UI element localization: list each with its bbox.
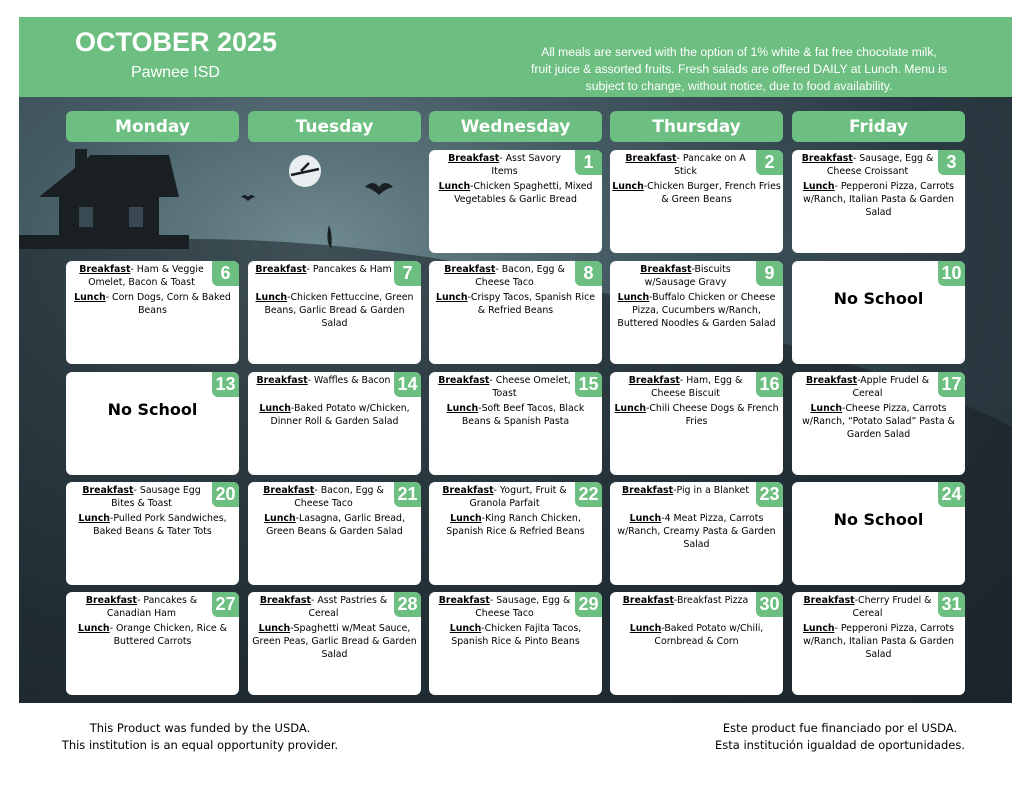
day-cell-28 (248, 592, 421, 695)
lunch-item: Lunch-Pulled Pork Sandwiches, Baked Beans & Tater Tots (78, 513, 227, 537)
day-number: 9 (756, 261, 783, 286)
moon-with-witch (289, 155, 321, 187)
lunch-item: Lunch- Pepperoni Pizza, Carrots w/Ranch, Italian Pasta & Garden Salad (802, 181, 955, 218)
lunch-item: Lunch- Orange Chicken, Rice & Buttered Carrots (78, 623, 227, 647)
day-cell-20 (66, 482, 239, 585)
day-cell-22 (429, 482, 602, 585)
breakfast-item: Breakfast- Pancakes & Ham (255, 264, 392, 275)
day-cell-30 (610, 592, 783, 695)
breakfast-item: Breakfast- Sausage, Egg & Cheese Taco (438, 595, 571, 619)
day-cell-13 (66, 372, 239, 475)
notice-line: fruit juice & assorted fruits. Fresh salads are offered DAILY at Lunch. Menu is (531, 62, 947, 76)
day-cell-21 (248, 482, 421, 585)
day-cell-6 (66, 261, 239, 364)
day-cell-16 (610, 372, 783, 475)
breakfast-item: Breakfast- Pancake on A Stick (625, 153, 746, 177)
breakfast-item: Breakfast-Biscuits w/Sausage Gravy (640, 264, 731, 288)
district-name: Pawnee ISD (131, 64, 220, 81)
breakfast-item: Breakfast-Breakfast Pizza (622, 595, 749, 606)
notice-line: subject to change, without notice, due to food availability. (585, 79, 893, 93)
day-number: 10 (938, 261, 965, 286)
day-cell-29 (429, 592, 602, 695)
lunch-item: Lunch- Pepperoni Pizza, Carrots w/Ranch, Italian Pasta & Garden Salad (802, 623, 955, 660)
lunch-item: Lunch-Cheese Pizza, Carrots w/Ranch, “Potato Salad” Pasta & Garden Salad (802, 403, 955, 440)
day-number: 21 (394, 482, 421, 507)
lunch-item: Lunch-Chili Cheese Dogs & French Fries (614, 403, 779, 427)
day-number: 17 (938, 372, 965, 397)
lunch-item: Lunch-Crispy Tacos, Spanish Rice & Refried Beans (435, 292, 595, 316)
day-cell-9 (610, 261, 783, 364)
no-school-label: No School (833, 289, 924, 308)
lunch-item: Lunch-4 Meat Pizza, Carrots w/Ranch, Creamy Pasta & Garden Salad (617, 513, 776, 550)
footer-line: Este product fue financiado por el USDA. (722, 721, 958, 735)
day-number: 6 (212, 261, 239, 286)
meal-notice (509, 44, 969, 95)
day-number: 13 (212, 372, 239, 397)
breakfast-item: Breakfast- Asst Pastries & Cereal (259, 595, 388, 619)
day-cell-10 (792, 261, 965, 364)
lunch-item: Lunch-Soft Beef Tacos, Black Beans & Spanish Pasta (446, 403, 585, 427)
lunch-item: Lunch-Chicken Fajita Tacos, Spanish Rice & Pinto Beans (449, 623, 582, 647)
lunch-item: Lunch-Chicken Fettuccine, Green Beans, Garlic Bread & Garden Salad (255, 292, 414, 329)
breakfast-item: Breakfast- Waffles & Bacon (256, 375, 391, 386)
day-number: 28 (394, 592, 421, 617)
lunch-item: Lunch-Chicken Spaghetti, Mixed Vegetables & Garlic Bread (438, 181, 593, 205)
day-cell-27 (66, 592, 239, 695)
breakfast-item: Breakfast- Sausage, Egg & Cheese Croissant (801, 153, 934, 177)
weekday-header-friday: Friday (792, 111, 965, 142)
breakfast-item: Breakfast-Apple Frudel & Cereal (805, 375, 930, 399)
day-cell-2 (610, 150, 783, 253)
breakfast-item: Breakfast-Cherry Frudel & Cereal (803, 595, 932, 619)
breakfast-item: Breakfast- Pancakes & Canadian Ham (85, 595, 198, 619)
day-cell-14 (248, 372, 421, 475)
footer-english (55, 720, 345, 754)
day-number: 7 (394, 261, 421, 286)
breakfast-item: Breakfast- Bacon, Egg & Cheese Taco (444, 264, 565, 288)
lunch-item: Lunch-Lasagna, Garlic Bread, Green Beans & Garden Salad (264, 513, 405, 537)
lunch-item: Lunch-Spaghetti w/Meat Sauce, Green Peas, Garlic Bread & Garden Salad (252, 623, 417, 660)
bat-silhouettes (241, 183, 393, 249)
footer-spanish (690, 720, 990, 754)
day-number: 23 (756, 482, 783, 507)
breakfast-item: Breakfast- Yogurt, Fruit & Granola Parfait (442, 485, 567, 509)
weekday-header-thursday: Thursday (610, 111, 783, 142)
breakfast-item: Breakfast- Ham, Egg & Cheese Biscuit (628, 375, 743, 399)
weekday-header-tuesday: Tuesday (248, 111, 421, 142)
notice-line: All meals are served with the option of 1% white & fat free chocolate milk, (541, 45, 937, 59)
breakfast-item: Breakfast- Sausage Egg Bites & Toast (82, 485, 201, 509)
breakfast-item: Breakfast- Bacon, Egg & Cheese Taco (263, 485, 384, 509)
weekday-header-monday: Monday (66, 111, 239, 142)
haunted-house-silhouette (19, 149, 189, 249)
day-number: 16 (756, 372, 783, 397)
lunch-item: Lunch-Chicken Burger, French Fries & Green Beans (612, 181, 781, 205)
day-number: 15 (575, 372, 602, 397)
day-cell-3 (792, 150, 965, 253)
day-cell-17 (792, 372, 965, 475)
breakfast-item: Breakfast- Asst Savory Items (448, 153, 561, 177)
day-number: 3 (938, 150, 965, 175)
day-number: 1 (575, 150, 602, 175)
day-number: 8 (575, 261, 602, 286)
breakfast-item: Breakfast- Cheese Omelet, Toast (438, 375, 571, 399)
day-cell-1 (429, 150, 602, 253)
no-school-label: No School (107, 400, 198, 419)
day-number: 24 (938, 482, 965, 507)
day-number: 20 (212, 482, 239, 507)
weekday-header-wednesday: Wednesday (429, 111, 602, 142)
day-cell-7 (248, 261, 421, 364)
day-number: 27 (212, 592, 239, 617)
lunch-item: Lunch-Baked Potato w/Chili, Cornbread & Corn (629, 623, 764, 647)
day-number: 22 (575, 482, 602, 507)
day-number: 29 (575, 592, 602, 617)
day-cell-8 (429, 261, 602, 364)
month-title: OCTOBER 2025 (75, 27, 278, 57)
header-banner (19, 17, 1012, 97)
lunch-item: Lunch- Corn Dogs, Corn & Baked Beans (74, 292, 231, 316)
day-number: 14 (394, 372, 421, 397)
day-cell-15 (429, 372, 602, 475)
day-cell-24 (792, 482, 965, 585)
no-school-label: No School (833, 510, 924, 529)
day-cell-31 (792, 592, 965, 695)
footer-line: This institution is an equal opportunity provider. (61, 738, 339, 752)
footer-line: Esta institución igualdad de oportunidades. (714, 738, 966, 752)
footer-line: This Product was funded by the USDA. (89, 721, 311, 735)
lunch-item: Lunch-Buffalo Chicken or Cheese Pizza, Cucumbers w/Ranch, Buttered Noodles & Garden Salad (617, 292, 776, 329)
day-number: 31 (938, 592, 965, 617)
day-cell-23 (610, 482, 783, 585)
lunch-item: Lunch-Baked Potato w/Chicken, Dinner Roll & Garden Salad (259, 403, 410, 427)
lunch-item: Lunch-King Ranch Chicken, Spanish Rice & Refried Beans (446, 513, 585, 537)
day-number: 2 (756, 150, 783, 175)
breakfast-item: Breakfast- Ham & Veggie Omelet, Bacon & Toast (79, 264, 204, 288)
breakfast-item: Breakfast-Pig in a Blanket (621, 485, 750, 496)
day-number: 30 (756, 592, 783, 617)
